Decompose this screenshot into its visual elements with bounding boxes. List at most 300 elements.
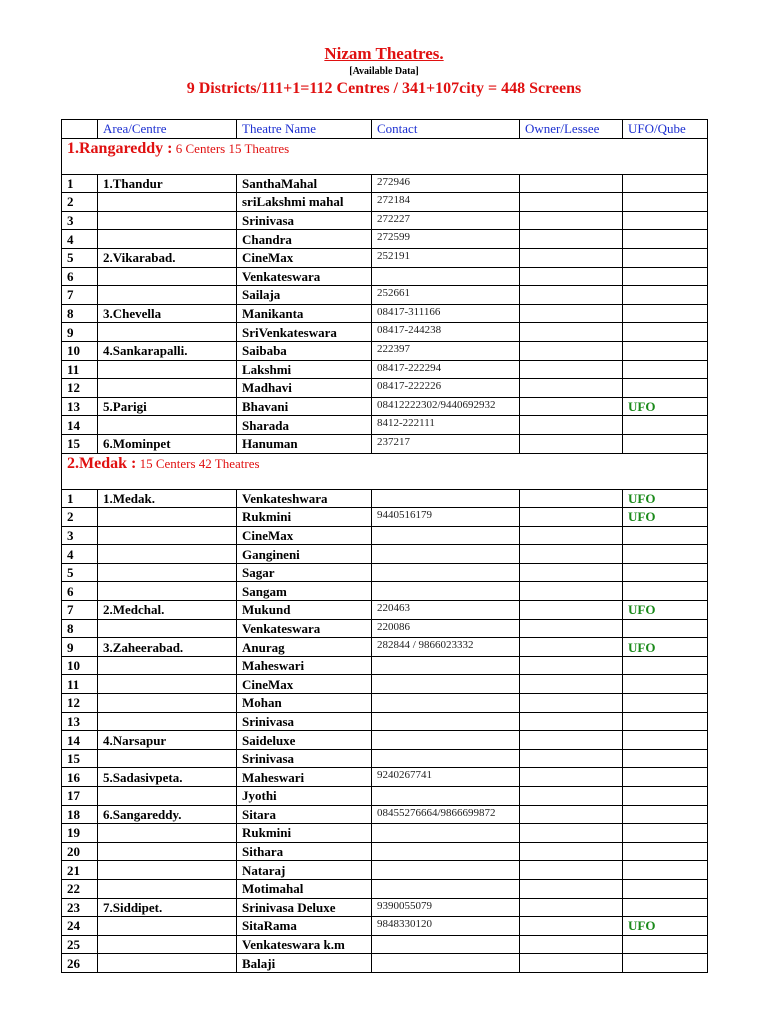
area-centre-cell: 1.Thandur — [98, 174, 237, 193]
theatre-name-cell: Bhavani — [237, 397, 372, 416]
ufo-qube-cell — [623, 360, 708, 379]
row-number: 20 — [62, 842, 98, 861]
theatre-name-cell: Venkateshwara — [237, 489, 372, 508]
theatre-name-cell: Venkateswara — [237, 619, 372, 638]
contact-cell — [372, 954, 520, 973]
area-centre-cell — [98, 861, 237, 880]
ufo-qube-cell — [623, 656, 708, 675]
table-row — [62, 323, 708, 342]
ufo-qube-cell: UFO — [623, 917, 708, 936]
owner-lessee-cell — [520, 248, 623, 267]
theatre-name-cell: Sharada — [237, 416, 372, 435]
ufo-qube-cell — [623, 619, 708, 638]
owner-lessee-cell — [520, 805, 623, 824]
ufo-qube-cell — [623, 545, 708, 564]
table-row — [62, 619, 708, 638]
area-centre-cell — [98, 954, 237, 973]
contact-cell — [372, 824, 520, 843]
table-row — [62, 787, 708, 806]
ufo-qube-cell — [623, 286, 708, 305]
header-owner-lessee: Owner/Lessee — [520, 120, 623, 139]
theatre-name-cell: Hanuman — [237, 434, 372, 453]
theatre-name-cell: Madhavi — [237, 379, 372, 398]
row-number: 4 — [62, 230, 98, 249]
ufo-qube-cell: UFO — [623, 397, 708, 416]
table-row — [62, 489, 708, 508]
section-summary: 6 Centers 15 Theatres — [175, 140, 290, 156]
area-centre-cell: 4.Narsapur — [98, 731, 237, 750]
contact-cell: 220463 — [372, 601, 520, 620]
table-row — [62, 749, 708, 768]
ufo-qube-cell — [623, 935, 708, 954]
owner-lessee-cell — [520, 193, 623, 212]
ufo-qube-cell — [623, 526, 708, 545]
table-row — [62, 675, 708, 694]
row-number: 1 — [62, 489, 98, 508]
owner-lessee-cell — [520, 824, 623, 843]
area-centre-cell: 4.Sankarapalli. — [98, 341, 237, 360]
ufo-qube-cell — [623, 416, 708, 435]
section-header-cell — [62, 453, 708, 489]
section-header-row — [62, 138, 708, 174]
table-row — [62, 656, 708, 675]
owner-lessee-cell — [520, 861, 623, 880]
contact-cell: 08412222302/9440692932 — [372, 397, 520, 416]
row-number: 23 — [62, 898, 98, 917]
row-number: 12 — [62, 694, 98, 713]
row-number: 10 — [62, 656, 98, 675]
row-number: 18 — [62, 805, 98, 824]
area-centre-cell — [98, 526, 237, 545]
table-row — [62, 508, 708, 527]
table-row — [62, 824, 708, 843]
row-number: 2 — [62, 193, 98, 212]
contact-cell: 282844 / 9866023332 — [372, 638, 520, 657]
ufo-qube-cell — [623, 787, 708, 806]
contact-cell: 272184 — [372, 193, 520, 212]
contact-cell: 08417-222226 — [372, 379, 520, 398]
theatre-name-cell: Rukmini — [237, 824, 372, 843]
theatre-name-cell: Manikanta — [237, 304, 372, 323]
theatre-name-cell: Saibaba — [237, 341, 372, 360]
table-row — [62, 379, 708, 398]
area-centre-cell — [98, 749, 237, 768]
ufo-qube-cell — [623, 563, 708, 582]
row-number: 9 — [62, 638, 98, 657]
owner-lessee-cell — [520, 545, 623, 564]
owner-lessee-cell — [520, 341, 623, 360]
row-number: 1 — [62, 174, 98, 193]
owner-lessee-cell — [520, 563, 623, 582]
table-header-row — [62, 120, 708, 139]
ufo-qube-cell — [623, 842, 708, 861]
ufo-qube-cell — [623, 434, 708, 453]
area-centre-cell — [98, 563, 237, 582]
owner-lessee-cell — [520, 954, 623, 973]
row-number: 19 — [62, 824, 98, 843]
owner-lessee-cell — [520, 731, 623, 750]
contact-cell — [372, 489, 520, 508]
owner-lessee-cell — [520, 712, 623, 731]
theatre-name-cell: Nataraj — [237, 861, 372, 880]
contact-cell — [372, 267, 520, 286]
section-header-row — [62, 453, 708, 489]
ufo-qube-cell — [623, 248, 708, 267]
theatre-name-cell: Rukmini — [237, 508, 372, 527]
row-number: 8 — [62, 619, 98, 638]
ufo-qube-cell — [623, 304, 708, 323]
theatre-name-cell: SanthaMahal — [237, 174, 372, 193]
table-row — [62, 712, 708, 731]
owner-lessee-cell — [520, 323, 623, 342]
ufo-qube-cell — [623, 805, 708, 824]
owner-lessee-cell — [520, 898, 623, 917]
contact-cell: 222397 — [372, 341, 520, 360]
area-centre-cell — [98, 211, 237, 230]
table-row — [62, 954, 708, 973]
table-row — [62, 267, 708, 286]
contact-cell: 272227 — [372, 211, 520, 230]
table-row — [62, 917, 708, 936]
row-number: 16 — [62, 768, 98, 787]
ufo-qube-cell — [623, 712, 708, 731]
row-number: 26 — [62, 954, 98, 973]
area-centre-cell — [98, 935, 237, 954]
theatre-name-cell: Jyothi — [237, 787, 372, 806]
area-centre-cell: 5.Parigi — [98, 397, 237, 416]
section-name: 1.Rangareddy : — [67, 139, 173, 157]
row-number: 14 — [62, 731, 98, 750]
row-number: 7 — [62, 286, 98, 305]
table-row — [62, 416, 708, 435]
owner-lessee-cell — [520, 174, 623, 193]
table-row — [62, 341, 708, 360]
area-centre-cell: 2.Vikarabad. — [98, 248, 237, 267]
owner-lessee-cell — [520, 694, 623, 713]
ufo-qube-cell — [623, 193, 708, 212]
theatre-name-cell: Srinivasa — [237, 211, 372, 230]
owner-lessee-cell — [520, 656, 623, 675]
ufo-qube-cell — [623, 694, 708, 713]
owner-lessee-cell — [520, 619, 623, 638]
area-centre-cell — [98, 879, 237, 898]
row-number: 12 — [62, 379, 98, 398]
contact-cell — [372, 656, 520, 675]
owner-lessee-cell — [520, 360, 623, 379]
owner-lessee-cell — [520, 749, 623, 768]
area-centre-cell: 3.Zaheerabad. — [98, 638, 237, 657]
ufo-qube-cell — [623, 824, 708, 843]
row-number: 22 — [62, 879, 98, 898]
owner-lessee-cell — [520, 397, 623, 416]
area-centre-cell: 6.Mominpet — [98, 434, 237, 453]
table-row — [62, 434, 708, 453]
row-number: 6 — [62, 582, 98, 601]
theatre-name-cell: Sithara — [237, 842, 372, 861]
owner-lessee-cell — [520, 917, 623, 936]
area-centre-cell — [98, 230, 237, 249]
theatre-name-cell: Balaji — [237, 954, 372, 973]
table-row — [62, 768, 708, 787]
area-centre-cell — [98, 694, 237, 713]
theatre-name-cell: Maheswari — [237, 768, 372, 787]
theatre-name-cell: Srinivasa — [237, 749, 372, 768]
contact-cell: 9390055079 — [372, 898, 520, 917]
row-number: 5 — [62, 248, 98, 267]
table-row — [62, 304, 708, 323]
row-number: 25 — [62, 935, 98, 954]
row-number: 11 — [62, 360, 98, 379]
table-row — [62, 731, 708, 750]
header-area-centre: Area/Centre — [98, 120, 237, 139]
area-centre-cell: 3.Chevella — [98, 304, 237, 323]
contact-cell — [372, 842, 520, 861]
ufo-qube-cell — [623, 267, 708, 286]
area-centre-cell — [98, 193, 237, 212]
table-row — [62, 193, 708, 212]
row-number: 17 — [62, 787, 98, 806]
table-row — [62, 230, 708, 249]
owner-lessee-cell — [520, 935, 623, 954]
contact-cell: 237217 — [372, 434, 520, 453]
row-number: 10 — [62, 341, 98, 360]
table-row — [62, 248, 708, 267]
area-centre-cell — [98, 712, 237, 731]
row-number: 5 — [62, 563, 98, 582]
section-header-cell — [62, 138, 708, 174]
owner-lessee-cell — [520, 508, 623, 527]
theatre-name-cell: CineMax — [237, 248, 372, 267]
ufo-qube-cell — [623, 749, 708, 768]
row-number: 4 — [62, 545, 98, 564]
row-number: 15 — [62, 749, 98, 768]
row-number: 13 — [62, 712, 98, 731]
area-centre-cell — [98, 842, 237, 861]
area-centre-cell — [98, 917, 237, 936]
theatre-name-cell: Gangineni — [237, 545, 372, 564]
row-number: 3 — [62, 526, 98, 545]
owner-lessee-cell — [520, 286, 623, 305]
ufo-qube-cell — [623, 341, 708, 360]
theatre-name-cell: CineMax — [237, 675, 372, 694]
theatre-name-cell: SitaRama — [237, 917, 372, 936]
table-row — [62, 286, 708, 305]
table-row — [62, 526, 708, 545]
table-row — [62, 174, 708, 193]
ufo-qube-cell — [623, 768, 708, 787]
table-row — [62, 935, 708, 954]
contact-cell: 9240267741 — [372, 768, 520, 787]
document-title: Nizam Theatres. — [324, 44, 444, 63]
ufo-qube-cell — [623, 379, 708, 398]
table-row — [62, 694, 708, 713]
contact-cell — [372, 694, 520, 713]
owner-lessee-cell — [520, 842, 623, 861]
area-centre-cell — [98, 545, 237, 564]
theatre-name-cell: Venkateswara k.m — [237, 935, 372, 954]
theatre-name-cell: Mukund — [237, 601, 372, 620]
header-theatre-name: Theatre Name — [237, 120, 372, 139]
theatre-name-cell: Maheswari — [237, 656, 372, 675]
table-row — [62, 360, 708, 379]
row-number: 9 — [62, 323, 98, 342]
area-centre-cell — [98, 582, 237, 601]
theatres-table — [61, 119, 708, 973]
table-row — [62, 861, 708, 880]
contact-cell: 252191 — [372, 248, 520, 267]
row-number: 7 — [62, 601, 98, 620]
table-row — [62, 842, 708, 861]
theatre-name-cell: CineMax — [237, 526, 372, 545]
area-centre-cell — [98, 286, 237, 305]
table-row — [62, 879, 708, 898]
ufo-qube-cell: UFO — [623, 601, 708, 620]
area-centre-cell — [98, 379, 237, 398]
owner-lessee-cell — [520, 879, 623, 898]
contact-cell — [372, 749, 520, 768]
document-subtitle: [Available Data] — [349, 66, 419, 77]
owner-lessee-cell — [520, 526, 623, 545]
contact-cell — [372, 861, 520, 880]
owner-lessee-cell — [520, 675, 623, 694]
section-summary: 15 Centers 42 Theatres — [139, 455, 260, 471]
contact-cell — [372, 545, 520, 564]
owner-lessee-cell — [520, 638, 623, 657]
contact-cell: 08417-244238 — [372, 323, 520, 342]
theatre-name-cell: Srinivasa — [237, 712, 372, 731]
table-row — [62, 545, 708, 564]
theatre-name-cell: Saideluxe — [237, 731, 372, 750]
ufo-qube-cell: UFO — [623, 638, 708, 657]
area-centre-cell — [98, 656, 237, 675]
area-centre-cell: 5.Sadasivpeta. — [98, 768, 237, 787]
contact-cell — [372, 879, 520, 898]
owner-lessee-cell — [520, 304, 623, 323]
section-name: 2.Medak : — [67, 454, 137, 472]
owner-lessee-cell — [520, 768, 623, 787]
owner-lessee-cell — [520, 787, 623, 806]
row-number: 14 — [62, 416, 98, 435]
theatre-name-cell: SriVenkateswara — [237, 323, 372, 342]
row-number: 6 — [62, 267, 98, 286]
area-centre-cell — [98, 360, 237, 379]
row-number: 13 — [62, 397, 98, 416]
theatre-name-cell: Lakshmi — [237, 360, 372, 379]
contact-cell: 252661 — [372, 286, 520, 305]
area-centre-cell: 7.Siddipet. — [98, 898, 237, 917]
owner-lessee-cell — [520, 230, 623, 249]
theatre-name-cell: sriLakshmi mahal — [237, 193, 372, 212]
contact-cell — [372, 787, 520, 806]
contact-cell — [372, 675, 520, 694]
table-row — [62, 211, 708, 230]
ufo-qube-cell — [623, 582, 708, 601]
owner-lessee-cell — [520, 489, 623, 508]
ufo-qube-cell — [623, 731, 708, 750]
area-centre-cell: 2.Medchal. — [98, 601, 237, 620]
table-row — [62, 582, 708, 601]
contact-cell: 8412-222111 — [372, 416, 520, 435]
ufo-qube-cell — [623, 898, 708, 917]
theatre-name-cell: Motimahal — [237, 879, 372, 898]
row-number: 8 — [62, 304, 98, 323]
contact-cell — [372, 582, 520, 601]
area-centre-cell — [98, 508, 237, 527]
ufo-qube-cell — [623, 879, 708, 898]
ufo-qube-cell — [623, 211, 708, 230]
owner-lessee-cell — [520, 601, 623, 620]
theatre-name-cell: Srinivasa Deluxe — [237, 898, 372, 917]
table-row — [62, 638, 708, 657]
theatre-name-cell: Venkateswara — [237, 267, 372, 286]
area-centre-cell — [98, 619, 237, 638]
ufo-qube-cell — [623, 323, 708, 342]
contact-cell: 272599 — [372, 230, 520, 249]
theatre-name-cell: Sailaja — [237, 286, 372, 305]
area-centre-cell — [98, 675, 237, 694]
row-number: 15 — [62, 434, 98, 453]
owner-lessee-cell — [520, 582, 623, 601]
theatre-name-cell: Sangam — [237, 582, 372, 601]
theatre-name-cell: Sitara — [237, 805, 372, 824]
row-number: 11 — [62, 675, 98, 694]
summary-line: 9 Districts/111+1=112 Centres / 341+107city = 448 Screens — [186, 80, 582, 97]
area-centre-cell — [98, 824, 237, 843]
contact-cell: 08455276664/9866699872 — [372, 805, 520, 824]
contact-cell — [372, 563, 520, 582]
ufo-qube-cell — [623, 675, 708, 694]
contact-cell: 9848330120 — [372, 917, 520, 936]
theatre-name-cell: Sagar — [237, 563, 372, 582]
row-number: 24 — [62, 917, 98, 936]
contact-cell: 272946 — [372, 174, 520, 193]
area-centre-cell — [98, 267, 237, 286]
ufo-qube-cell: UFO — [623, 489, 708, 508]
area-centre-cell — [98, 787, 237, 806]
owner-lessee-cell — [520, 211, 623, 230]
owner-lessee-cell — [520, 416, 623, 435]
row-number: 3 — [62, 211, 98, 230]
header-ufo-qube: UFO/Qube — [623, 120, 708, 139]
area-centre-cell — [98, 416, 237, 435]
contact-cell — [372, 526, 520, 545]
ufo-qube-cell — [623, 954, 708, 973]
owner-lessee-cell — [520, 379, 623, 398]
table-row — [62, 563, 708, 582]
theatre-name-cell: Chandra — [237, 230, 372, 249]
contact-cell: 220086 — [372, 619, 520, 638]
contact-cell: 9440516179 — [372, 508, 520, 527]
area-centre-cell — [98, 323, 237, 342]
table-row — [62, 397, 708, 416]
owner-lessee-cell — [520, 267, 623, 286]
contact-cell — [372, 731, 520, 750]
contact-cell: 08417-311166 — [372, 304, 520, 323]
theatre-name-cell: Mohan — [237, 694, 372, 713]
contact-cell: 08417-222294 — [372, 360, 520, 379]
row-number: 2 — [62, 508, 98, 527]
row-number: 21 — [62, 861, 98, 880]
table-row — [62, 601, 708, 620]
header-number — [62, 120, 98, 139]
ufo-qube-cell — [623, 174, 708, 193]
area-centre-cell: 1.Medak. — [98, 489, 237, 508]
owner-lessee-cell — [520, 434, 623, 453]
header-contact: Contact — [372, 120, 520, 139]
ufo-qube-cell — [623, 861, 708, 880]
table-row — [62, 805, 708, 824]
theatre-name-cell: Anurag — [237, 638, 372, 657]
